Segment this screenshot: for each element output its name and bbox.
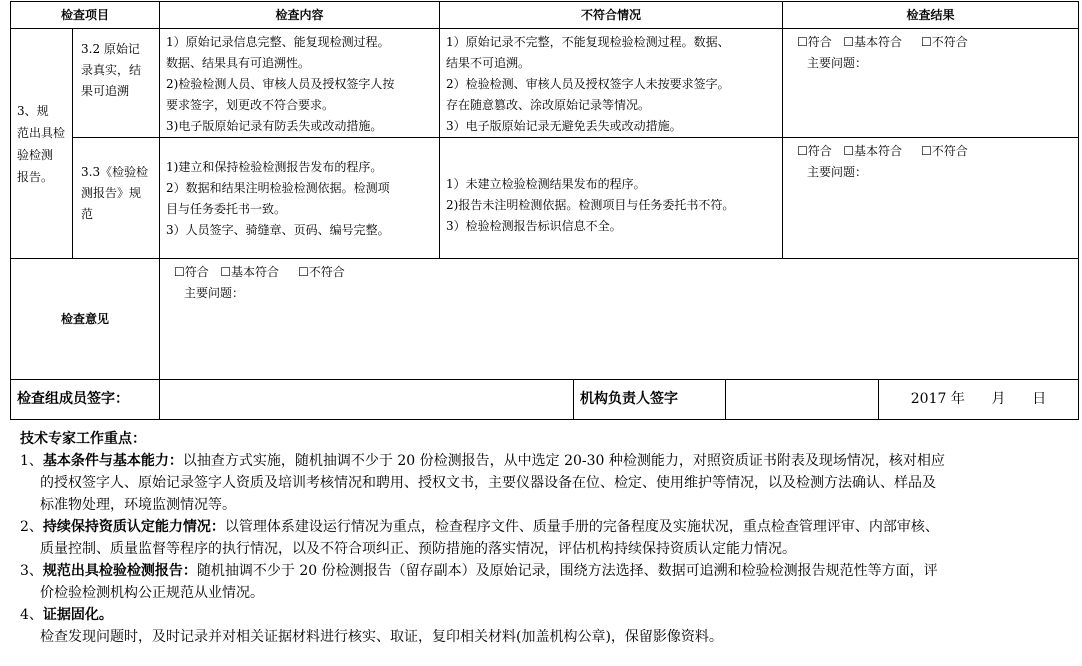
result-issue-label: 主要问题： bbox=[807, 165, 868, 179]
member-sign-label: 检查组成员签字： bbox=[11, 380, 160, 420]
issue-line: 1）未建立检验检测结果发布的程序。 bbox=[446, 177, 646, 191]
note-item-3 bbox=[20, 560, 1075, 582]
content-line: 要求签字，划更改不符合要求。 bbox=[166, 98, 335, 112]
nonconformity-3-2 bbox=[440, 29, 783, 138]
content-line: 数据、结果具有可追溯性。 bbox=[166, 56, 311, 70]
note-num: 4、 bbox=[20, 607, 43, 623]
section3-label-line: 验检测 bbox=[17, 147, 54, 162]
note-num: 3、 bbox=[20, 563, 43, 579]
nonconformity-3-3 bbox=[440, 138, 783, 259]
note-line: 以管理体系建设运行情况为重点，检查程序文件、质量手册的完备程度及实施状况，重点检查管理评审、内部审核、 bbox=[224, 519, 939, 535]
note-line: 标准物处理，环境监测情况等。 bbox=[40, 497, 236, 513]
issue-line: 结果不可追溯。 bbox=[446, 56, 531, 70]
note-num: 2、 bbox=[20, 519, 43, 535]
section3-label-line: 报告。 bbox=[17, 169, 54, 184]
result-checkboxes[interactable]: ☐符合 ☐基本符合 ☐不符合 bbox=[797, 35, 968, 49]
content-line: 1）原始记录信息完整、能复现检测过程。 bbox=[166, 35, 390, 49]
result-3-3 bbox=[783, 138, 1079, 259]
opinion-checkboxes[interactable]: ☐符合 ☐基本符合 ☐不符合 bbox=[174, 265, 345, 279]
note-item-4 bbox=[20, 604, 1075, 626]
member-sign-field[interactable] bbox=[160, 380, 574, 420]
issue-line: 3）检验检测报告标识信息不全。 bbox=[446, 219, 622, 233]
content-3-2 bbox=[160, 29, 440, 138]
subitem-3-2 bbox=[73, 29, 160, 138]
note-heading: 规范出具检验检测报告： bbox=[42, 563, 197, 579]
subitem-line: 录真实，结 bbox=[81, 63, 142, 77]
result-issue-label: 主要问题： bbox=[807, 56, 868, 70]
issue-line: 1）原始记录不完整，不能复现检验检测过程。数据、 bbox=[446, 35, 730, 49]
note-item-1 bbox=[20, 450, 1075, 472]
inspection-table bbox=[10, 1, 1079, 420]
content-line: 3)电子版原始记录有防丢失或改动措施。 bbox=[166, 119, 383, 133]
opinion-label: 检查意见 bbox=[11, 259, 160, 380]
header-item: 检查项目 bbox=[11, 2, 160, 29]
opinion-body bbox=[160, 259, 1079, 380]
note-line: 检查发现问题时，及时记录并对相关证据材料进行核实、取证，复印相关材料(加盖机构公章)，保留影像资料。 bbox=[40, 629, 723, 645]
content-3-3 bbox=[160, 138, 440, 259]
header-nonconformity: 不符合情况 bbox=[440, 2, 783, 29]
header-result: 检查结果 bbox=[783, 2, 1079, 29]
content-line: 3）人员签字、骑缝章、页码、编号完整。 bbox=[166, 223, 390, 237]
header-content: 检查内容 bbox=[160, 2, 440, 29]
result-checkboxes[interactable]: ☐符合 ☐基本符合 ☐不符合 bbox=[797, 144, 968, 158]
note-line: 的授权签字人、原始记录签字人资质及培训考核情况和聘用、授权文书，主要仪器设备在位、检定、使用维护等情况，以及检测方法确认、样品及 bbox=[40, 475, 936, 491]
issue-line: 2）检验检测、审核人员及授权签字人未按要求签字。 bbox=[446, 77, 730, 91]
note-line: 以抽查方式实施，随机抽调不少于 20 份检测报告，从中选定 20-30 种检测能力，对照资质证书附表及现场情况，核对相应 bbox=[182, 453, 945, 469]
content-line: 2）数据和结果注明检验检测依据。检测项 bbox=[166, 181, 390, 195]
issue-line: 存在随意篡改、涂改原始记录等情况。 bbox=[446, 98, 651, 112]
content-line: 2)检验检测人员、审核人员及授权签字人按 bbox=[166, 77, 395, 91]
section3-label bbox=[11, 29, 73, 259]
note-item-2 bbox=[20, 516, 1075, 538]
issue-line: 2)报告未注明检测依据。检测项目与任务委托书不符。 bbox=[446, 198, 735, 212]
section3-label-line: 范出具检 bbox=[17, 125, 66, 140]
note-line: 质量控制、质量监督等程序的执行情况，以及不符合项纠正、预防措施的落实情况，评估机构持续保持资质认定能力情况。 bbox=[40, 541, 796, 557]
opinion-issue-label: 主要问题： bbox=[184, 286, 245, 300]
sign-date: 2017 年 月 日 bbox=[879, 380, 1079, 420]
content-line: 目与任务委托书一致。 bbox=[166, 202, 287, 216]
note-line: 价检验检测机构公正规范从业情况。 bbox=[40, 585, 264, 601]
subitem-line: 3.3《检验检 bbox=[81, 165, 149, 179]
content-line: 1)建立和保持检验检测报告发布的程序。 bbox=[166, 160, 383, 174]
issue-line: 3）电子版原始记录无避免丢失或改动措施。 bbox=[446, 119, 682, 133]
note-num: 1、 bbox=[20, 453, 43, 469]
section3-label-line: 3、规 bbox=[17, 103, 49, 118]
subitem-line: 范 bbox=[81, 207, 94, 221]
subitem-line: 果可追溯 bbox=[81, 84, 130, 98]
result-3-2 bbox=[783, 29, 1079, 138]
expert-notes bbox=[20, 428, 1075, 648]
note-line: 随机抽调不少于 20 份检测报告（留存副本）及原始记录，围绕方法选择、数据可追溯和检验检测报告规范性等方面，评 bbox=[196, 563, 938, 579]
notes-title: 技术专家工作重点： bbox=[20, 431, 146, 447]
head-sign-label: 机构负责人签字 bbox=[574, 380, 726, 420]
note-heading: 基本条件与基本能力： bbox=[42, 453, 183, 469]
subitem-3-3 bbox=[73, 138, 160, 259]
head-sign-field[interactable] bbox=[726, 380, 879, 420]
note-heading: 持续保持资质认定能力情况： bbox=[42, 519, 225, 535]
subitem-line: 3.2 原始记 bbox=[81, 42, 140, 56]
note-heading: 证据固化。 bbox=[42, 607, 113, 623]
subitem-line: 测报告》规 bbox=[81, 186, 142, 200]
